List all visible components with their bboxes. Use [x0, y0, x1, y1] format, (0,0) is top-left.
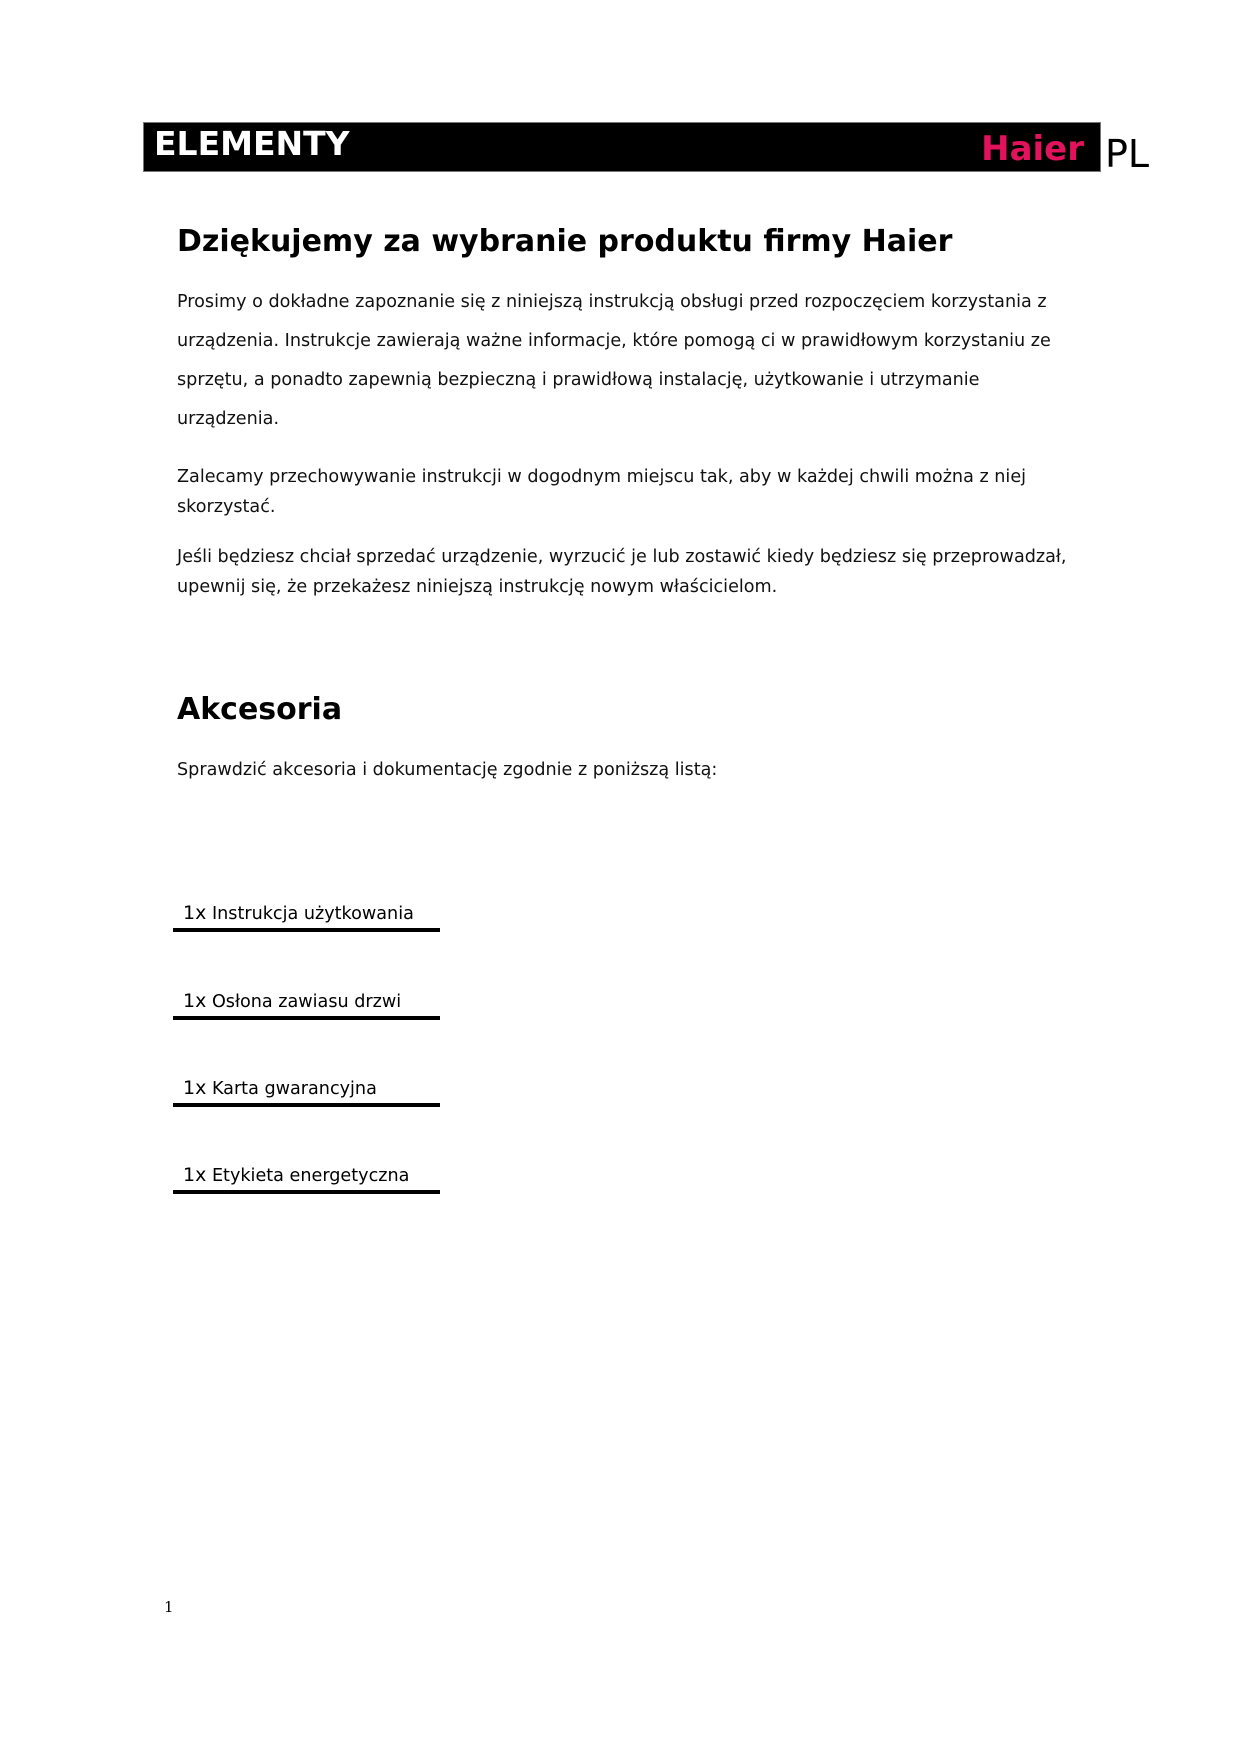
- intro-paragraph-3: Jeśli będziesz chciał sprzedać urządzenie, wyrzucić je lub zostawić kiedy będziesz się przeprowadzał, upewnij się, że przekażesz niniejszą instrukcję nowym właścicielom.: [177, 547, 1067, 597]
- accessory-quantity: 1x: [183, 1077, 207, 1099]
- accessory-quantity: 1x: [183, 1164, 207, 1186]
- haier-logo: Haier: [981, 129, 1084, 169]
- intro-paragraph-2: Zalecamy przechowywanie instrukcji w dogodnym miejscu tak, aby w każdej chwili można z niej skorzystać.: [177, 467, 1027, 517]
- accessories-heading: Akcesoria: [177, 692, 343, 727]
- accessory-item: [173, 898, 440, 932]
- accessory-text: [183, 986, 401, 1017]
- accessory-text: [183, 898, 414, 929]
- accessories-description: Sprawdzić akcesoria i dokumentację zgodnie z poniższą listą:: [177, 760, 718, 780]
- accessory-text: [183, 1160, 409, 1191]
- accessory-item: [173, 986, 440, 1020]
- accessory-text: [183, 1073, 377, 1104]
- accessory-label: Osłona zawiasu drzwi: [211, 992, 402, 1012]
- intro-paragraph-1: Prosimy o dokładne zapoznanie się z niniejszą instrukcją obsługi przed rozpoczęciem korzystania z urządzenia. Instrukcje zawierają ważne informacje, które pomogą ci w prawidłowym korzystaniu ze sprzętu, a ponadto zapewnią bezpieczną i prawidłową instalację, użytkowanie i utrzymanie urządzenia.: [177, 292, 1051, 429]
- section-header-bar: [143, 122, 1101, 172]
- section-title: ELEMENTY: [154, 124, 350, 163]
- language-code: PL: [1105, 132, 1150, 176]
- accessory-quantity: 1x: [183, 902, 207, 924]
- accessory-item: [173, 1073, 440, 1107]
- accessory-label: Etykieta energetyczna: [211, 1166, 410, 1186]
- accessory-item: [173, 1160, 440, 1194]
- accessory-label: Karta gwarancyjna: [211, 1079, 377, 1099]
- accessory-quantity: 1x: [183, 990, 207, 1012]
- page-number: 1: [164, 1598, 174, 1616]
- intro-heading: Dziękujemy za wybranie produktu firmy Haier: [177, 224, 953, 259]
- accessory-label: Instrukcja użytkowania: [211, 904, 414, 924]
